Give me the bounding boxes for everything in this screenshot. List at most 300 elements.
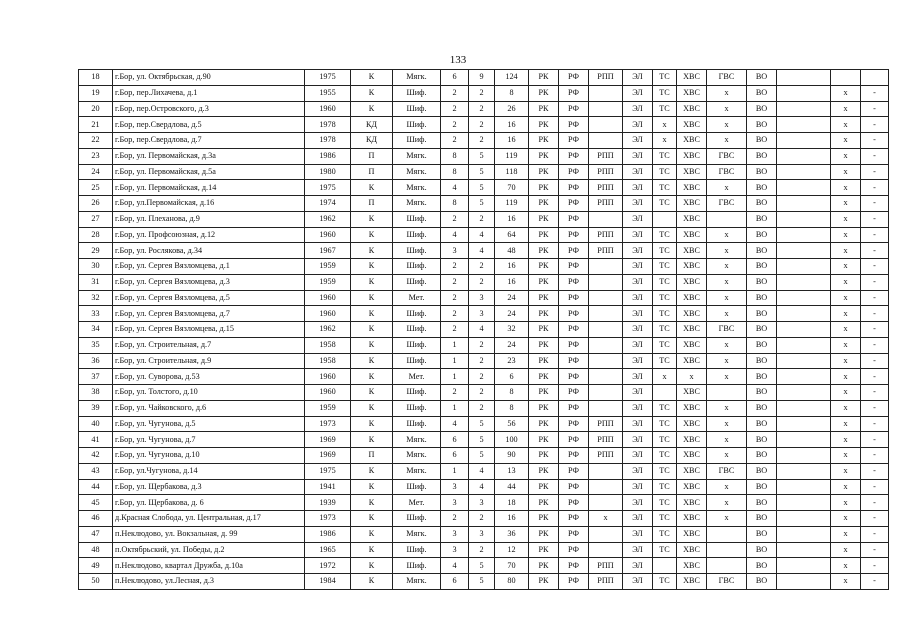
cell-year-built: 1973 <box>305 416 351 432</box>
cell-electricity: ЭЛ <box>623 385 653 401</box>
cell-entrances: 3 <box>441 479 469 495</box>
cell-dash: - <box>861 290 889 306</box>
table-row <box>79 164 889 180</box>
cell-entrances: 2 <box>441 274 469 290</box>
cell-roof-type: Шиф. <box>393 416 441 432</box>
cell-cold-water: ХВС <box>677 259 707 275</box>
cell-dash: - <box>861 259 889 275</box>
cell-cold-water: ХВС <box>677 432 707 448</box>
cell-year-built: 1962 <box>305 211 351 227</box>
cell-heating: ТС <box>653 495 677 511</box>
cell-row-number: 22 <box>79 133 113 149</box>
cell-roof-type: Шиф. <box>393 227 441 243</box>
cell-electricity: ЭЛ <box>623 274 653 290</box>
cell-row-number: 38 <box>79 385 113 401</box>
cell-year-built: 1965 <box>305 542 351 558</box>
cell-apartments: 26 <box>495 101 529 117</box>
cell-floors: 2 <box>469 259 495 275</box>
cell-address: г.Бор, пер.Свердлова, д.5 <box>113 117 305 133</box>
cell-hot-water: х <box>707 180 747 196</box>
cell-address: г.Бор, ул. Чугунова, д.7 <box>113 432 305 448</box>
cell-apartments: 119 <box>495 148 529 164</box>
table-row <box>79 369 889 385</box>
cell-wall-material: К <box>351 385 393 401</box>
cell-mark: х <box>831 385 861 401</box>
cell-mark: х <box>831 495 861 511</box>
cell-row-number: 19 <box>79 85 113 101</box>
cell-year-built: 1959 <box>305 259 351 275</box>
cell-electricity: ЭЛ <box>623 432 653 448</box>
cell-address: г.Бор, пер.Свердлова, д.7 <box>113 133 305 149</box>
cell-rk: РК <box>529 70 559 86</box>
table-row <box>79 85 889 101</box>
cell-cold-water: ХВС <box>677 227 707 243</box>
cell-blank <box>777 416 831 432</box>
table-row <box>79 180 889 196</box>
cell-rf: РФ <box>559 400 589 416</box>
cell-year-built: 1958 <box>305 353 351 369</box>
cell-row-number: 21 <box>79 117 113 133</box>
cell-heating <box>653 558 677 574</box>
cell-apartments: 24 <box>495 290 529 306</box>
cell-dash: - <box>861 369 889 385</box>
cell-dash: - <box>861 164 889 180</box>
cell-address: г.Бор, ул. Плеханова, д.9 <box>113 211 305 227</box>
table-row <box>79 133 889 149</box>
cell-mark <box>831 70 861 86</box>
cell-hot-water: х <box>707 290 747 306</box>
cell-wall-material: К <box>351 574 393 590</box>
cell-cold-water: ХВС <box>677 558 707 574</box>
cell-rpp <box>589 306 623 322</box>
cell-sewerage: ВО <box>747 542 777 558</box>
cell-electricity: ЭЛ <box>623 337 653 353</box>
table-row <box>79 385 889 401</box>
table-row <box>79 148 889 164</box>
cell-floors: 4 <box>469 322 495 338</box>
cell-rf: РФ <box>559 211 589 227</box>
cell-electricity: ЭЛ <box>623 495 653 511</box>
cell-apartments: 6 <box>495 369 529 385</box>
cell-entrances: 2 <box>441 511 469 527</box>
cell-row-number: 45 <box>79 495 113 511</box>
cell-electricity: ЭЛ <box>623 448 653 464</box>
cell-apartments: 16 <box>495 259 529 275</box>
cell-sewerage: ВО <box>747 337 777 353</box>
cell-row-number: 35 <box>79 337 113 353</box>
cell-address: г.Бор, ул. Сергея Вязломцева, д.5 <box>113 290 305 306</box>
cell-rpp: РПП <box>589 164 623 180</box>
table-row <box>79 70 889 86</box>
cell-dash: - <box>861 542 889 558</box>
cell-rf: РФ <box>559 574 589 590</box>
cell-address: д.Красная Слобода, ул. Центральная, д.17 <box>113 511 305 527</box>
cell-electricity: ЭЛ <box>623 259 653 275</box>
cell-blank <box>777 164 831 180</box>
cell-rk: РК <box>529 448 559 464</box>
cell-rpp: РПП <box>589 227 623 243</box>
cell-roof-type: Шиф. <box>393 211 441 227</box>
cell-electricity: ЭЛ <box>623 558 653 574</box>
cell-hot-water: х <box>707 337 747 353</box>
cell-electricity: ЭЛ <box>623 148 653 164</box>
cell-hot-water <box>707 558 747 574</box>
cell-row-number: 25 <box>79 180 113 196</box>
cell-address: п.Неклюдово, квартал Дружба, д.10а <box>113 558 305 574</box>
cell-hot-water: ГВС <box>707 148 747 164</box>
cell-electricity: ЭЛ <box>623 290 653 306</box>
cell-dash: - <box>861 574 889 590</box>
cell-roof-type: Мет. <box>393 290 441 306</box>
cell-electricity: ЭЛ <box>623 353 653 369</box>
cell-electricity: ЭЛ <box>623 369 653 385</box>
cell-electricity: ЭЛ <box>623 463 653 479</box>
cell-roof-type: Шиф. <box>393 243 441 259</box>
cell-sewerage: ВО <box>747 558 777 574</box>
cell-rf: РФ <box>559 337 589 353</box>
cell-year-built: 1960 <box>305 101 351 117</box>
cell-row-number: 28 <box>79 227 113 243</box>
cell-apartments: 36 <box>495 526 529 542</box>
cell-rpp <box>589 400 623 416</box>
cell-dash: - <box>861 117 889 133</box>
cell-heating: ТС <box>653 243 677 259</box>
cell-cold-water: ХВС <box>677 463 707 479</box>
cell-dash: - <box>861 495 889 511</box>
table-row <box>79 227 889 243</box>
cell-mark: х <box>831 558 861 574</box>
cell-rk: РК <box>529 400 559 416</box>
cell-electricity: ЭЛ <box>623 211 653 227</box>
cell-wall-material: К <box>351 211 393 227</box>
cell-roof-type: Мягк. <box>393 526 441 542</box>
cell-rf: РФ <box>559 542 589 558</box>
cell-dash: - <box>861 385 889 401</box>
cell-dash: - <box>861 558 889 574</box>
cell-blank <box>777 243 831 259</box>
cell-mark: х <box>831 117 861 133</box>
cell-sewerage: ВО <box>747 400 777 416</box>
cell-electricity: ЭЛ <box>623 180 653 196</box>
cell-wall-material: К <box>351 558 393 574</box>
cell-apartments: 16 <box>495 211 529 227</box>
cell-sewerage: ВО <box>747 353 777 369</box>
cell-hot-water: х <box>707 495 747 511</box>
cell-blank <box>777 463 831 479</box>
cell-rf: РФ <box>559 558 589 574</box>
cell-dash: - <box>861 511 889 527</box>
cell-year-built: 1959 <box>305 400 351 416</box>
cell-electricity: ЭЛ <box>623 542 653 558</box>
cell-entrances: 1 <box>441 337 469 353</box>
cell-dash: - <box>861 101 889 117</box>
cell-blank <box>777 148 831 164</box>
cell-floors: 2 <box>469 133 495 149</box>
cell-year-built: 1975 <box>305 180 351 196</box>
cell-cold-water: ХВС <box>677 448 707 464</box>
cell-year-built: 1960 <box>305 227 351 243</box>
cell-hot-water: х <box>707 353 747 369</box>
cell-rpp: РПП <box>589 148 623 164</box>
cell-sewerage: ВО <box>747 117 777 133</box>
cell-apartments: 16 <box>495 117 529 133</box>
cell-electricity: ЭЛ <box>623 574 653 590</box>
cell-cold-water: ХВС <box>677 385 707 401</box>
cell-heating: ТС <box>653 432 677 448</box>
cell-rk: РК <box>529 133 559 149</box>
cell-blank <box>777 101 831 117</box>
housing-registry-table <box>78 69 889 590</box>
cell-entrances: 4 <box>441 227 469 243</box>
cell-wall-material: К <box>351 180 393 196</box>
cell-hot-water: х <box>707 274 747 290</box>
cell-row-number: 27 <box>79 211 113 227</box>
cell-entrances: 3 <box>441 542 469 558</box>
cell-address: г.Бор, ул. Сергея Вязломцева, д.7 <box>113 306 305 322</box>
cell-rk: РК <box>529 117 559 133</box>
cell-sewerage: ВО <box>747 196 777 212</box>
table-row <box>79 290 889 306</box>
cell-sewerage: ВО <box>747 85 777 101</box>
cell-apartments: 44 <box>495 479 529 495</box>
cell-rpp <box>589 495 623 511</box>
cell-wall-material: К <box>351 495 393 511</box>
cell-rpp <box>589 211 623 227</box>
cell-electricity: ЭЛ <box>623 196 653 212</box>
cell-floors: 5 <box>469 180 495 196</box>
cell-cold-water: ХВС <box>677 495 707 511</box>
cell-floors: 2 <box>469 117 495 133</box>
cell-wall-material: К <box>351 369 393 385</box>
cell-cold-water: ХВС <box>677 542 707 558</box>
table-row <box>79 432 889 448</box>
cell-dash: - <box>861 148 889 164</box>
cell-address: г.Бор, ул. Сергея Вязломцева, д.1 <box>113 259 305 275</box>
cell-entrances: 2 <box>441 306 469 322</box>
cell-rk: РК <box>529 290 559 306</box>
cell-entrances: 4 <box>441 416 469 432</box>
cell-dash: - <box>861 322 889 338</box>
cell-rpp <box>589 133 623 149</box>
cell-blank <box>777 448 831 464</box>
cell-rk: РК <box>529 558 559 574</box>
cell-apartments: 118 <box>495 164 529 180</box>
cell-hot-water: х <box>707 85 747 101</box>
cell-apartments: 32 <box>495 322 529 338</box>
cell-wall-material: К <box>351 353 393 369</box>
cell-roof-type: Шиф. <box>393 400 441 416</box>
cell-rk: РК <box>529 196 559 212</box>
table-row <box>79 558 889 574</box>
cell-floors: 4 <box>469 243 495 259</box>
cell-year-built: 1973 <box>305 511 351 527</box>
cell-floors: 2 <box>469 369 495 385</box>
cell-year-built: 1978 <box>305 133 351 149</box>
cell-apartments: 23 <box>495 353 529 369</box>
cell-sewerage: ВО <box>747 180 777 196</box>
table-row <box>79 243 889 259</box>
cell-apartments: 13 <box>495 463 529 479</box>
cell-address: г.Бор, ул. Строительная, д.7 <box>113 337 305 353</box>
cell-row-number: 40 <box>79 416 113 432</box>
cell-row-number: 39 <box>79 400 113 416</box>
cell-rpp <box>589 463 623 479</box>
cell-rpp <box>589 322 623 338</box>
cell-row-number: 48 <box>79 542 113 558</box>
cell-hot-water: ГВС <box>707 164 747 180</box>
cell-entrances: 6 <box>441 448 469 464</box>
cell-rk: РК <box>529 164 559 180</box>
cell-floors: 5 <box>469 164 495 180</box>
cell-floors: 2 <box>469 511 495 527</box>
cell-rf: РФ <box>559 196 589 212</box>
cell-rk: РК <box>529 227 559 243</box>
cell-wall-material: К <box>351 274 393 290</box>
cell-blank <box>777 479 831 495</box>
cell-hot-water: х <box>707 479 747 495</box>
cell-sewerage: ВО <box>747 259 777 275</box>
cell-sewerage: ВО <box>747 369 777 385</box>
cell-heating: х <box>653 133 677 149</box>
cell-floors: 2 <box>469 274 495 290</box>
cell-roof-type: Мягк. <box>393 574 441 590</box>
cell-roof-type: Шиф. <box>393 117 441 133</box>
cell-electricity: ЭЛ <box>623 479 653 495</box>
cell-floors: 3 <box>469 306 495 322</box>
cell-floors: 4 <box>469 463 495 479</box>
cell-roof-type: Мягк. <box>393 180 441 196</box>
cell-electricity: ЭЛ <box>623 133 653 149</box>
cell-cold-water: х <box>677 369 707 385</box>
cell-sewerage: ВО <box>747 511 777 527</box>
cell-entrances: 1 <box>441 369 469 385</box>
cell-electricity: ЭЛ <box>623 101 653 117</box>
cell-heating: ТС <box>653 337 677 353</box>
cell-cold-water: ХВС <box>677 416 707 432</box>
cell-mark: х <box>831 306 861 322</box>
cell-apartments: 24 <box>495 337 529 353</box>
cell-year-built: 1980 <box>305 164 351 180</box>
cell-entrances: 2 <box>441 85 469 101</box>
cell-roof-type: Мягк. <box>393 463 441 479</box>
cell-apartments: 70 <box>495 558 529 574</box>
cell-heating: ТС <box>653 511 677 527</box>
cell-entrances: 8 <box>441 196 469 212</box>
table-row <box>79 574 889 590</box>
cell-floors: 3 <box>469 495 495 511</box>
cell-electricity: ЭЛ <box>623 416 653 432</box>
cell-heating: ТС <box>653 259 677 275</box>
cell-year-built: 1962 <box>305 322 351 338</box>
cell-address: г.Бор, ул.Чугунова, д.14 <box>113 463 305 479</box>
cell-hot-water: х <box>707 432 747 448</box>
cell-entrances: 2 <box>441 385 469 401</box>
cell-hot-water: х <box>707 306 747 322</box>
cell-heating: ТС <box>653 322 677 338</box>
cell-year-built: 1978 <box>305 117 351 133</box>
cell-row-number: 24 <box>79 164 113 180</box>
cell-heating <box>653 211 677 227</box>
cell-address: г.Бор, ул.Первомайская, д.16 <box>113 196 305 212</box>
cell-entrances: 2 <box>441 259 469 275</box>
page-number: 133 <box>449 54 467 66</box>
cell-rpp: РПП <box>589 574 623 590</box>
cell-sewerage: ВО <box>747 448 777 464</box>
cell-rf: РФ <box>559 353 589 369</box>
cell-row-number: 50 <box>79 574 113 590</box>
cell-dash: - <box>861 243 889 259</box>
cell-dash: - <box>861 180 889 196</box>
cell-hot-water <box>707 211 747 227</box>
cell-address: г.Бор, ул. Первомайская, д.14 <box>113 180 305 196</box>
cell-cold-water: ХВС <box>677 101 707 117</box>
cell-hot-water: х <box>707 259 747 275</box>
table-row <box>79 400 889 416</box>
cell-blank <box>777 385 831 401</box>
cell-floors: 5 <box>469 416 495 432</box>
cell-mark: х <box>831 322 861 338</box>
cell-blank <box>777 133 831 149</box>
cell-mark: х <box>831 243 861 259</box>
cell-rf: РФ <box>559 259 589 275</box>
cell-cold-water: ХВС <box>677 180 707 196</box>
cell-rf: РФ <box>559 148 589 164</box>
cell-sewerage: ВО <box>747 463 777 479</box>
cell-row-number: 37 <box>79 369 113 385</box>
cell-year-built: 1986 <box>305 148 351 164</box>
table-row <box>79 416 889 432</box>
cell-mark: х <box>831 101 861 117</box>
cell-hot-water: х <box>707 117 747 133</box>
cell-mark: х <box>831 353 861 369</box>
cell-floors: 3 <box>469 290 495 306</box>
cell-roof-type: Мет. <box>393 369 441 385</box>
cell-sewerage: ВО <box>747 148 777 164</box>
cell-rf: РФ <box>559 385 589 401</box>
cell-sewerage: ВО <box>747 211 777 227</box>
cell-row-number: 23 <box>79 148 113 164</box>
cell-blank <box>777 495 831 511</box>
cell-dash: - <box>861 211 889 227</box>
cell-rf: РФ <box>559 290 589 306</box>
cell-address: г.Бор, ул. Строительная, д.9 <box>113 353 305 369</box>
cell-electricity: ЭЛ <box>623 511 653 527</box>
cell-roof-type: Мягк. <box>393 432 441 448</box>
table-row <box>79 542 889 558</box>
cell-heating <box>653 385 677 401</box>
cell-address: п.Октябрьский, ул. Победы, д.2 <box>113 542 305 558</box>
cell-hot-water: х <box>707 369 747 385</box>
cell-rk: РК <box>529 369 559 385</box>
cell-blank <box>777 369 831 385</box>
cell-cold-water: ХВС <box>677 526 707 542</box>
cell-heating: ТС <box>653 85 677 101</box>
table-row <box>79 211 889 227</box>
cell-row-number: 44 <box>79 479 113 495</box>
cell-entrances: 2 <box>441 290 469 306</box>
cell-row-number: 47 <box>79 526 113 542</box>
cell-rpp <box>589 290 623 306</box>
cell-floors: 9 <box>469 70 495 86</box>
cell-rf: РФ <box>559 133 589 149</box>
cell-blank <box>777 117 831 133</box>
cell-wall-material: К <box>351 70 393 86</box>
cell-electricity: ЭЛ <box>623 322 653 338</box>
cell-cold-water: ХВС <box>677 211 707 227</box>
cell-floors: 2 <box>469 85 495 101</box>
cell-cold-water: ХВС <box>677 400 707 416</box>
cell-mark: х <box>831 148 861 164</box>
